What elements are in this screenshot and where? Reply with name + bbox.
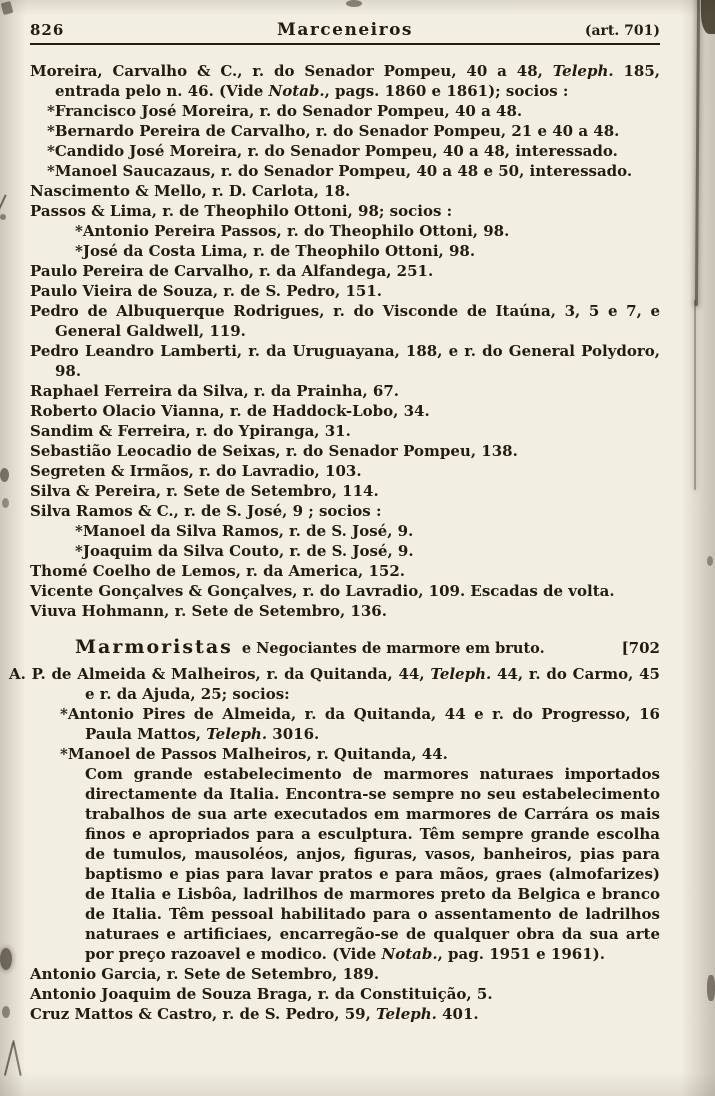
directory-entry [30, 161, 660, 181]
section-subtitle: e Negociantes de marmore em bruto. [241, 640, 545, 657]
directory-entry [30, 601, 660, 621]
entry-text: Thomé Coelho de Lemos, r. da America, 152. [30, 562, 406, 580]
entry-text: 3016. [267, 725, 320, 743]
directory-entry [30, 121, 660, 141]
entry-text: Cruz Mattos & Castro, r. de S. Pedro, 59, [30, 1005, 377, 1023]
entry-text: Pedro Leandro Lamberti, r. da Uruguayana, 188, e r. do General Polydoro, 98. [30, 342, 660, 380]
directory-entry [30, 221, 660, 241]
entry-text: 44, r. do Carmo, 45 e r. da Ajuda, 25; socios: [85, 665, 660, 703]
entry-text: Antonio Garcia, r. Sete de Setembro, 189. [30, 965, 380, 983]
directory-entry [30, 561, 660, 581]
section-marmoristas [9, 664, 660, 1024]
page-title: Marceneiros [277, 20, 413, 40]
entry-text: Notab. [381, 945, 438, 963]
directory-entry [30, 141, 660, 161]
directory-entry [30, 381, 660, 401]
directory-entry [30, 281, 660, 301]
directory-entry [85, 764, 660, 964]
entry-text: *Bernardo Pereira de Carvalho, r. do Senador Pompeu, 21 e 40 a 48. [47, 122, 620, 140]
directory-entry [30, 301, 660, 341]
directory-entry [30, 401, 660, 421]
entry-text: Teleph. [430, 665, 492, 683]
entry-text: *Candido José Moreira, r. do Senador Pompeu, 40 a 48, interessado. [47, 142, 618, 160]
entry-text: Teleph. [376, 1005, 437, 1023]
entry-text: Nascimento & Mello, r. D. Carlota, 18. [30, 182, 351, 200]
directory-entry [30, 101, 660, 121]
entry-text: Viuva Hohmann, r. Sete de Setembro, 136. [30, 602, 387, 620]
directory-entry [30, 341, 660, 381]
directory-entry [30, 521, 660, 541]
directory-entry [30, 481, 660, 501]
entry-text: *Manoel Saucazaus, r. do Senador Pompeu, 40 a 48 e 50, interessado. [47, 162, 633, 180]
entry-text: *Antonio Pereira Passos, r. do Theophilo Ottoni, 98. [75, 222, 510, 240]
entry-text: , pag. 1951 e 1961). [437, 945, 605, 963]
entry-text: Paulo Vieira de Souza, r. de S. Pedro, 151. [30, 282, 383, 300]
entry-text: Silva & Pereira, r. Sete de Setembro, 114. [30, 482, 379, 500]
header-rule [30, 43, 660, 45]
directory-entry [30, 201, 660, 221]
entry-text: *Francisco José Moreira, r. do Senador Pompeu, 40 a 48. [47, 102, 523, 120]
entry-text: Silva Ramos & C., r. de S. José, 9 ; socios : [30, 502, 382, 520]
directory-entry [30, 744, 660, 764]
entry-text: *José da Costa Lima, r. de Theophilo Ottoni, 98. [75, 242, 476, 260]
directory-entry [30, 181, 660, 201]
entry-text: Moreira, Carvalho & C., r. do Senador Pompeu, 40 a 48, [30, 62, 553, 80]
page-body [9, 61, 660, 1024]
section-article-ref: [702 [621, 639, 660, 657]
entry-text: Sandim & Ferreira, r. do Ypiranga, 31. [30, 422, 351, 440]
entry-text: Paulo Pereira de Carvalho, r. da Alfandega, 251. [30, 262, 434, 280]
directory-entry [9, 664, 660, 704]
margin-pen-mark [12, 1040, 21, 1076]
entry-text: A. P. de Almeida & Malheiros, r. da Quitanda, 44, [9, 665, 431, 683]
page-header [30, 20, 660, 40]
entry-text: , pags. 1860 e 1861); socios : [324, 82, 569, 100]
directory-entry [30, 964, 660, 984]
entry-text: Raphael Ferreira da Silva, r. da Prainha, 67. [30, 382, 399, 400]
marmoristas-heading [75, 637, 660, 659]
entry-text: *Joaquim da Silva Couto, r. de S. José, 9. [75, 542, 414, 560]
entry-text: Segreten & Irmãos, r. do Lavradio, 103. [30, 462, 362, 480]
directory-entry [30, 1004, 660, 1024]
entry-text: Teleph. [552, 62, 614, 80]
directory-entry [30, 461, 660, 481]
entry-text: Antonio Joaquim de Souza Braga, r. da Constituição, 5. [30, 985, 493, 1003]
entry-text: *Antonio Pires de Almeida, r. da Quitanda, 44 e r. do Progresso, 16 Paula Mattos, [60, 705, 660, 743]
directory-entry [30, 441, 660, 461]
entry-text: Sebastião Leocadio de Seixas, r. do Senador Pompeu, 138. [30, 442, 518, 460]
directory-entry [30, 261, 660, 281]
section-marceneiros [30, 61, 660, 621]
directory-entry [30, 581, 660, 601]
directory-entry [30, 501, 660, 521]
directory-entry [30, 421, 660, 441]
entry-text: 185, entrada pelo n. 46. (Vide [55, 62, 660, 100]
directory-entry [30, 984, 660, 1004]
entry-text: *Manoel de Passos Malheiros, r. Quitanda, 44. [60, 745, 448, 763]
entry-text: Com grande estabelecimento de marmores naturaes importados directamente da Italia. Encontra-se sempre no seu estabelecimento trabalhos de sua arte executados em marmores de Carrára os mais finos e apropriados para a esculptura. Têm sempre grande escolha de tumulos, mausoléos, anjos, figuras, vasos, banheiros, pias para baptismo e pias para lavar pratos e para mãos, graes (almofarizes) de Italia e Lisbôa, ladrilhos de marmores preto da Belgica e branco de Italia. Têm pessoal habilitado para o assentamento de ladrilhos naturaes e artificiaes, encarregão-se de qualquer obra da sua arte por preço razoavel e modico. (Vide [85, 765, 660, 963]
entry-text: Vicente Gonçalves & Gonçalves, r. do Lavradio, 109. Escadas de volta. [30, 582, 615, 600]
directory-entry [30, 61, 660, 101]
article-ref: (art. 701) [584, 23, 660, 39]
directory-entry [30, 541, 660, 561]
section-title: Marmoristas [75, 636, 233, 658]
directory-entry [30, 241, 660, 261]
entry-text: 401. [436, 1005, 479, 1023]
page-number: 826 [30, 21, 65, 39]
entry-text: Roberto Olacio Vianna, r. de Haddock-Lobo, 34. [30, 402, 430, 420]
entry-text: Pedro de Albuquerque Rodrigues, r. do Visconde de Itaúna, 3, 5 e 7, e General Galdwell, 119. [30, 302, 660, 340]
entry-text: Notab. [268, 82, 325, 100]
margin-pen-mark [4, 1042, 14, 1075]
entry-text: *Manoel da Silva Ramos, r. de S. José, 9. [75, 522, 414, 540]
directory-entry [30, 704, 660, 744]
entry-text: Passos & Lima, r. de Theophilo Ottoni, 98; socios : [30, 202, 453, 220]
entry-text: Teleph. [206, 725, 268, 743]
